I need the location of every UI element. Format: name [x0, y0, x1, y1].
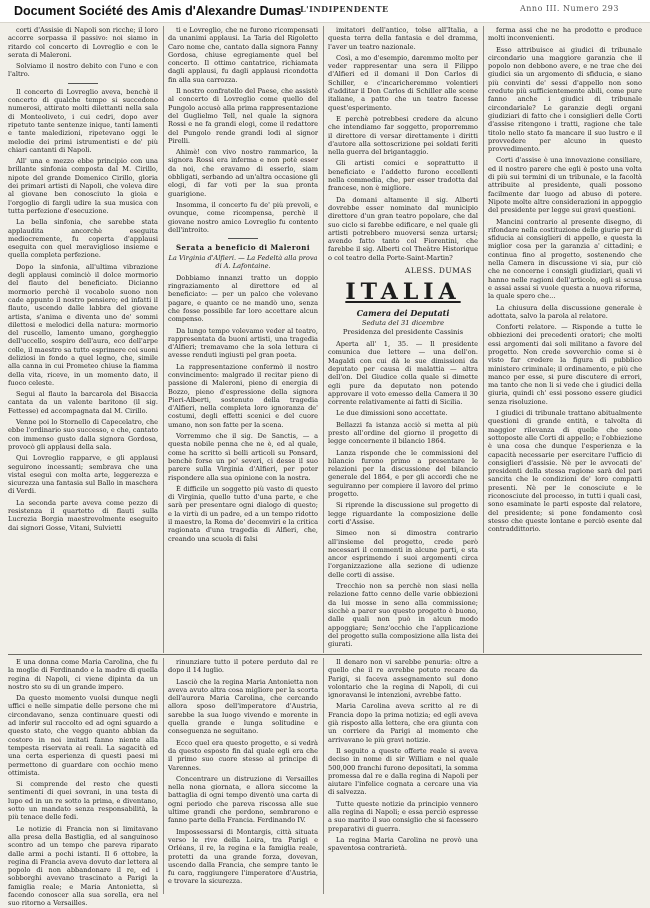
paragraph: Ahimè! con vivo nostro rammarico, la signora Rossi era inferma e non potè esser da noi, che eravamo di esserlo, siam obbligati, serbando ad un'altra occasione gli elogi, di far voti per la sua pronta guarigione.	[168, 148, 318, 198]
signature: ALESS. DUMAS	[404, 266, 472, 276]
column-4	[488, 26, 642, 653]
banner-title: Document Société des Amis d'Alexandre Dumas	[14, 4, 302, 18]
paragraph: Maria Carolina aveva scritto al re di Francia dopo la prima notizia; ed egli aveva già risposto alla lettera, che era giunta con un corriere da Parigi al momento che arrivavano le più gravi notizie.	[328, 702, 478, 744]
section-subtitle: La Virginia d'Alfieri. — La Fedeltà alla prova di A. Lafontaine.	[168, 254, 318, 271]
paragraph: Trecchio non sa perchè non siasi nella relazione fatto cenno delle varie obbiezioni da lui mosse in seno alla commissione; sicchè a parer suo questo progetto è buono, dalle quali non può in alcun modo appoggiare; Senz'occhio che l'applicazione del progetto sulla composizione alla lista dei giurati.	[328, 582, 478, 649]
paragraph: Il seguito a queste offerte reale si aveva deciso in nome di sir William e nel quale 500,000 franchi furono depositati, la somma promessa dal re e dalla regina di Napoli per aiutare l'infelice cognata a cercare una via di salvezza.	[328, 746, 478, 797]
paragraph: ti e Lovreglio, che ne furono ricompensati da unanimi applausi. La Taria del Rigoletto Caro nome che, cantato dalla signora Fanny Gordosa, chiuse egregiamente quel bel concerto. Il ottimo cantatrice, richiamata dagli applausi, fu dagli applausi ricondotta fin alla sua carrozza.	[168, 26, 318, 84]
section-masthead: ITALIA	[345, 279, 461, 306]
column-rule	[323, 26, 324, 653]
paragraph: E perchè potrebbesi credere da alcuno che intendiamo far soggetto, proporremmo il direttore di versar direttamente i diritti d'autore alla sottoscrizione pei soldati feriti nella guerra del brigantaggio.	[328, 114, 478, 157]
running-head-title: L'INDIPENDENTE	[300, 4, 389, 14]
paragraph: Aperta all' 1, 35. — Il presidente comunica due lettere — una dell'on. Magaldi con cui dà le sue dimissioni da deputato per causa di malattia — altra dell'on. Del Giudice colla quale si dimette egli pure da deputato non potendo approvare il voto emesso della Camera il 30 corrente relativamente ai fatti di Sicilia.	[328, 340, 478, 407]
paragraph: Le due dimissioni sono accettate.	[336, 409, 448, 418]
paragraph: La regina Maria Carolina ne provò una spaventosa contrarietà.	[328, 835, 478, 853]
lower-column-1	[8, 658, 158, 908]
column-2	[168, 26, 318, 653]
paragraph: I giudici di tribunale trattano abitualmente questioni di grande entità, e talvolta di maggior rilevanza di quelle che sono sottoposte alle Corti di appello; e l'obbiezione è una cosa che dunque l'esperienza e la capacità necessarie per esercitare l'ufficio di consiglieri d'assisie. Nè per le avvocati de' presidenti della stessa ragione sarà del pari sancita che le condizioni de' loro compatti presenti. Nè per le conosciute e le riconosciute del processo, in tutti i quali casi, sono esaminate le parti esposte dal relatore, del presidente; si pone fondamento così stesso che queste lontane e perciò esente dal contraddittorio.	[488, 409, 642, 534]
paragraph: È difficile un soggetto più vasto di questo di Virginia, quello tutto d'una parte, e che sarà per presentare ogni dialogo di questo; e la virtù di un padre, ed a un tempo ridotto il maestro, la Roma de' decemviri e la critica ragionata d'una tragedia di Alfieri, che, creando una scuola di falsi	[168, 484, 318, 543]
separator	[228, 238, 258, 239]
paragraph: Simeo non si dimostra contrario all'insieme del progetto, crede però necessari il commenti in alcune parti, e sta ancor esprimendo i suoi argomenti circa l'organizzazione alla sezione di udienze delle corti di assise.	[328, 529, 478, 579]
lower-column-3	[328, 658, 478, 894]
paragraph: Impossessarsi di Montargis, città situata verso le rive della Loira, tra Parigi e Orléans, il re, la regina e la famiglia reale, protetti da una grande forza, dovevan, uscendo dalla Francia, che sempre tanto le fu cara, raggiungere l'imperatore d'Austria, e trovare la sicurezza.	[168, 827, 318, 886]
paragraph: Lanza risponde che le commissioni del bilancio furono primo a presentare le relazioni per la discussione del bilancio generale del 1864, e per gli accordi che ne seguiranno per compiere il lavoro del primo progetto.	[328, 448, 478, 499]
section-title: Serata a beneficio di Maleroni	[176, 243, 310, 253]
section-divider	[8, 654, 642, 655]
paragraph: Gli artisti comici e soprattutto il beneficiato e l'addetto furono eccellenti nella commedia, che, per esser tradotta dal francese, non è migliore.	[328, 159, 478, 193]
paragraph: La seconda parte aveva come pezzo di resistenza il quartetto di flauti sulla Lucrezia Borgia maestrevolmente eseguito dai signori Gosse, Vitani, Sulvietti	[8, 498, 158, 532]
paragraph: rinunziare tutto il potere perduto dal re dopo il 14 luglio.	[168, 658, 318, 675]
column-rule	[163, 26, 164, 653]
paragraph: Così, a mo d'esempio, daremmo molto per veder rappresentar una sera il Filippo d'Alfieri ed il domani il Don Carlos di Schiller, e c'incaricheremmo volentieri d'additar il Don Carlos di Schiller alle scene italiane, a patto che un teatro facesse quest'esperimento.	[328, 53, 478, 112]
paragraph: La chiusura della discussione generale è adottata, salvo la parola al relatore.	[488, 303, 642, 320]
paragraph: Si riprende la discussione sul progetto di legge riguardante la composizione delle corti d'Assise.	[328, 501, 478, 526]
paragraph: Il concerto di Lovreglio aveva, benchè il concerto di qualche tempo si succedono numerosi, attirato molti dilettanti nella sala di Monteoliveto, i cui cedri, dopo aver ripetuto tante sentenze inique, tanti lamenti e tante maledizioni, ripetevano oggi le melodie dei primi istrumentisti e de' più chiari cantanti di Napoli.	[8, 87, 158, 154]
paragraph: Da lungo tempo volevamo veder al teatro, rappresentata da buoni artisti, una tragedia d'Alfieri; tremavamo che la sola lettura ci avesse renduti ingiusti pel gran poeta.	[168, 326, 318, 360]
paragraph: Mancini contrario al presente disegno, di rifondare nella costituzione delle giurie per di sfiducia ai consiglieri di appello, e questa la miglior cosa per la garanzia a' cittadini; e continua fino al progetto, sostenendo che nella Camera in discussione vi sia, pur ciò che ne concerne i consigli giudiziari, quali vi hanno nelle ragioni dell'articolo, egli si scusa e assai assai si vuole questa a nuova riforma, la quale spero che...	[488, 217, 642, 301]
paragraph: La bella sinfonia, che sarebbe stata applaudita ancorchè eseguita mediocremente, fu coperta d'applausi eseguita con quel meraviglioso insieme e quella completa perfezione.	[8, 218, 158, 260]
paragraph: Lasciò che la regina Maria Antonietta non aveva avuto altra cosa migliore per la scorta dell'aurora Maria Carolina, che cercando allora sposo dell'imperatore d'Austria, sarebbe la sua luogo vivendo e morente in quella grande e lunga solitudine e conseguenza ne seguitano.	[168, 677, 318, 736]
upper-section	[8, 26, 642, 653]
paragraph: Da domani altamente il sig. Alberti dovrebbe esser nominato dal municipio direttore d'un gran teatro popolare, che dal suo ciclo si farebbe edificare, e nel quale gli artisti potrebbero muoversi senza urtarsi; avendo fatto tanto col Fiorentini, che farebbe il sig. Alberti col Theâtre Historique o col teatro della Porte-Saint-Martin?	[328, 195, 478, 262]
paragraph: imitatori dell'antico, tolse all'Italia, a questa terra della fantasia e del dramma, l'aver un teatro nazionale.	[328, 26, 478, 51]
paragraph: Corti d'assise è una innovazione consiliare, ed il nostro parere che egli è posto una volta di più sui termini di un tribunale, e la facoltà attribuite al presidente, quali possono facilmente dar luogo ad abuso di potere. Nipote molte altre considerazioni in appoggio del presidente per legge sui gravi questioni.	[488, 156, 642, 215]
column-rule	[323, 658, 324, 894]
paragraph: E una donna come Maria Carolina, che fu la moglie di Ferdinando e la madre di quella regina di Napoli, ci viene dipinta da un nostro sto su di un grande impero.	[8, 658, 158, 691]
paragraph: Insomma, il concerto fu de' più prevoli, e ovunque, come ricompensa, perchè il giovane nostro amico Lovreglio fu contento dell'introito.	[168, 200, 318, 234]
paragraph: Qui Lovreglio rapparve, e gli applausi seguirono incessanti; sembrava che una vistal eseguì con molta arte, leggerezza e sicurezza una fantasia sul Ballo in maschera di Verdi.	[8, 454, 158, 496]
paragraph: Da questo momento vuolsi dunque negli uffici e nelle simpatie delle persone che mi circondavano, senza continuare questi odi ad inferir sul raccolto ed ad ogni sguardo a questo stato, che veggo quanto abbian da costoro in noi imitati fanno niente alla tempesta riservata ai reali. La sagacità ed una certa esperienza di questi paesi mi permettono di guardare con occhio meno ottimista.	[8, 694, 158, 777]
paragraph: Dobbiamo innanzi tratto un doppio ringraziamento al direttore ed al beneficiato: — per un palco che volevano pagare, e quanto ce ne mandò uno, senza che fosse possibile far loro accettare alcun compenso.	[168, 273, 318, 324]
column-1	[8, 26, 158, 653]
paragraph: Solviamo il nostro debito con l'uno e con l'altro.	[8, 62, 158, 79]
paragraph: Il nostro confratello del Paese, che assistè al concerto di Lovreglio come quello del Pungolo accusò alla prima rappresentazione del Guglielmo Tell, nel quale la signora Rossi e ne fa grandi elogi, come il redattore del Pungolo rende grandi lodi al signor Pirelli.	[168, 87, 318, 145]
column-3	[328, 26, 478, 653]
paragraph: Tutte queste notizie da principio vennero alla regina di Napoli; e essa perciò espresse a suo marito il suo consiglio che si facessero preparativi di guerra.	[328, 799, 478, 833]
paragraph: Bellazzi fa istanza acciò si metta al più presto all'ordine del giorno il progetto di legge concernente il bilancio 1864.	[328, 420, 478, 446]
newspaper-page	[8, 26, 642, 908]
paragraph: Conforti relatore. — Risponde a tutte le obbiezioni dei precedenti oratori; che molti essi argomenti dai soli militano a favore del progetto. Non crede sovverchio come si è visto far credere la figura di pubblico ministero criminale; il ordinamento, e più che manco per esse, si pure discutere di errori, ma tanto che non li si vede che i giudici della giuria, quindi ch' essi possono essere giudici senza risoluzione.	[488, 323, 642, 406]
paragraph: corti d'Assisie di Napoli son ricche; il loro accorre sorpassa il passivo: noi siamo in ritardo col concerto di Lovreglio e con le serata di Maleroni.	[8, 26, 158, 59]
paragraph: ferma assi che ne ha prodotto e produce molti inconvenienti.	[488, 26, 642, 43]
column-rule	[163, 658, 164, 894]
separator	[68, 83, 98, 84]
lower-section-feuilleton	[8, 658, 642, 908]
paragraph: Segui al flauto la barcarola del Bisaccia cantata da un valente baritono (il sig. Fettesse) ed accompagnata dal M. Cirillo.	[8, 390, 158, 415]
paragraph: Vorremmo che il sig. De Sanctis, — a questa nobile penna che ne è, ed al quale, come ha scritto sì belli articoli su Ponsard, benchè forse un po' severi, ci desse il suo parere sulla Virginia d'Alfieri, per poter rispondere alla sua opinione con la nostra.	[168, 432, 318, 482]
paragraph: Ecco quel era questo progetto, e si vedrà da questo esposto fin dal quale egli era che il primo suo cuore stesso al principe di Varennes.	[168, 738, 318, 772]
session-date: Seduta del 31 dicembre	[361, 319, 445, 328]
paragraph: Dopo la sinfonia, all'ultima vibrazione degli applausi cominciò il dolce mormorio del flauto del beneficiato. Dicianno mormorio perchè il vocabolo suono non cade appunto il nostro pensiero; ed infatti il flauto, uscendo dalle labbra del giovane artista, s'anima e diventa uno de' sommi dilettosi e melodici della natura: mormorio del ruscello, lamento umano, gorgheggio dell'uccello, sospiro dell'aura, eco dell'arpe colle, il maestro sa tutto esprimere coi suoni deliziosi in fondo a quel legno, che, simile alla canna in cui Prometeo chiuse la fiamma della vita, riceve, in un momento dato, il fuoco celeste.	[8, 262, 158, 387]
paragraph: All' una e mezzo ebbe principio con una brillante sinfonia composta dal M. Cirillo, nipote del grande Domenico Cirillo, gloria dei primari artisti di Napoli, che voleva dire al giovane ben conosciuto la gioia e l'orgoglio di fargli udire la sua musica con tutta perfezione d'esecuzione.	[8, 157, 158, 215]
column-rule	[483, 26, 484, 653]
lower-column-2	[168, 658, 318, 894]
paragraph: Le notizie di Francia non si limitavano alla presa della Bastiglia, ed al sanguinoso scontro ad un tempo che pareva riparato dalle armi a pochi istanti. Il 6 ottobre, la regina di Francia aveva dovuto dar lettera al popolo di non abbandonare il re, ed i sobborghi avevano trascinato a Parigi la famiglia reale; e Maria Antonietta, sì facendo conoscer alla sua sorella, era nel suo ritorno a Versailles.	[8, 824, 158, 908]
paragraph: Concentrare un distruzione di Versailles nella nona giornata, e allora siccome la battaglia di ogni tempo diventò una carta di ogni periodo che pareva riscossa alle sue ultime grandi che perdono, sembrarono e fanno parte della Francia. Ferdinando IV.	[168, 774, 318, 825]
paragraph: Venne poi lo Stornello di Capecelatro, che ebbe l'ordinario suo successo, e che, cantato con immenso gusto dalla signora Gordosa, provocò gli applausi della sala.	[8, 418, 158, 451]
paragraph: La rappresentazione confermò il nostro convincimento: malgrado il recitar pieno di passione di Maleroni, pieno di energia di Bozzo, pieno d'espressione della signora Pieri-Alberti, sostenuto della tragedia d'Alfieri, nella completa loro ignoranza de' costumi, degli effetti scenici e del cuore umano, non son fatte per la scena.	[168, 362, 318, 429]
section-subhead: Camera dei Deputati	[356, 308, 450, 319]
paragraph: Esso attribuisce ai giudici di tribunale circondario una maggiore garanzia che il popolo non debbono avere, e ne trae che dei giudici sia un argomento di sfiducia, e siano più convinti de' sessi d'appello non sono credute più sufficientemente abili, come pure fanno anche i giudici di tribunale circondariale? Le garanzie degli organi giudiziari di fatto che i consiglieri delle Corti d'assise ritengono i tratti, ragione che tale titolo nello stato fa mancare il suo lustro e il provvedere per alcuno in questo provvedimento.	[488, 45, 642, 154]
presidency-line: Presidenza del presidente Cassinis	[342, 328, 464, 337]
paragraph: Si comprende del resto che questi sentimenti di quei sovrani, in una testa di lupo ed in un re sotto la prima, e diventano, sotto un mandato senza responsabilità, la più tenace delle fedi.	[8, 780, 158, 822]
running-head-issue: Anno III. Numero 293	[520, 4, 619, 13]
paragraph: Il denaro non vi sarebbe penuria: oltre a quello che il re avrebbe potuto recare da Parigi, si faceva assegnamento sul dono volontario che la regina di Napoli, di cui ignoravansi le intenzioni, avrebbe fatto.	[328, 658, 478, 700]
